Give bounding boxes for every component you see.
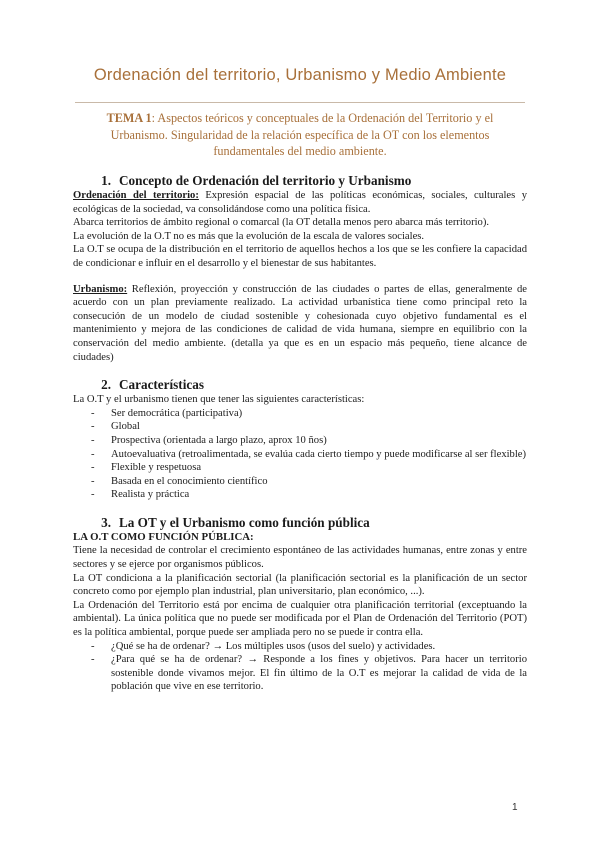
section-1-title: Concepto de Ordenación del territorio y Urbanismo (119, 173, 412, 188)
page-number: 1 (512, 802, 518, 813)
section-3-number: 3. (101, 514, 111, 530)
urbanismo-definition (73, 283, 527, 365)
urbanismo-definition-text: Reflexión, proyección y construcción de las ciudades o partes de ellas, generalmente de acuerdo con un plan previamente realizado. La actividad urbanística tiene como principal reto la consecución de un modelo de ciudad sostenible y cohesionada cuyo objetivo fundamental es el mantenimiento y mejora de las condiciones de calidad de vida humana, siempre en equilibrio con la conservación del medio ambiente. (detalla ya que es en un espacio más pequeño, tiene alcance de ciudades) (73, 283, 527, 363)
list-item: - Autoevaluativa (retroalimentada, se evalúa cada cierto tiempo y puede modificarse al ser flexible) (91, 448, 527, 462)
list-item: - ¿Qué se ha de ordenar? → Los múltiples usos (usos del suelo) y actividades. (91, 640, 527, 654)
characteristics-intro: La O.T y el urbanismo tienen que tener las siguientes características: (73, 394, 365, 406)
document-body (73, 172, 527, 694)
header-divider (75, 102, 525, 103)
list-item: - Basada en el conocimiento científico (91, 475, 527, 489)
section-3-heading (91, 514, 527, 531)
section-1-heading (91, 172, 527, 189)
function-public-paragraph-3: La Ordenación del Territorio está por encima de cualquier otra planificación territorial (exceptuando la ambiental). La única política que no puede ser modificada por el Plan de Ordenación del Territorio (POT) es la política ambiental, porque puede ser ampliada pero no se puede ir contra ella. (73, 599, 527, 639)
section-2-heading (91, 376, 527, 393)
tema-text: : Aspectos teóricos y conceptuales de la Ordenación del Territorio y el Urbanismo. Singularidad de la relación específica de la OT con los elementos fundamentales del medio ambiente. (110, 111, 494, 158)
ot-definition (73, 189, 527, 216)
ot-evolution-paragraph: La evolución de la O.T no es más que la evolución de la escala de valores sociales. (73, 230, 425, 242)
document-header-title: Ordenación del territorio, Urbanismo y Medio Ambiente (93, 66, 507, 84)
section-2-title: Características (119, 377, 204, 393)
tema-label: TEMA 1 (106, 111, 152, 125)
section-2-number: 2. (101, 377, 111, 393)
section-1-number: 1. (101, 173, 111, 188)
list-item: - Ser democrática (participativa) (91, 407, 527, 421)
ot-definition-text: Expresión espacial de las políticas económicas, sociales, culturales y ecológicas de la sociedad, va consolidándose como una política física. (73, 190, 527, 215)
tema-heading (90, 110, 510, 160)
list-item: - Realista y práctica (91, 488, 527, 502)
ot-distribution-paragraph: La O.T se ocupa de la distribución en el territorio de aquellos hechos a los que se les confiere la capacidad de condicionar e influir en el desarrollo y el bienestar de sus habitantes. (73, 244, 527, 269)
function-public-paragraph-2: La OT condiciona a la planificación sectorial (la planificación sectorial es la planificación de un sector concreto como por ejemplo plan industrial, plan universitario, plan económico, ...). (73, 572, 527, 598)
list-item: - Flexible y respetuosa (91, 461, 527, 475)
function-public-paragraph-1: Tiene la necesidad de controlar el crecimiento espontáneo de las actividades humanas, entre zonas y entre sectores y se ejerce por organismos públicos. (73, 545, 527, 571)
urbanismo-term: Urbanismo: (73, 283, 128, 295)
list-item: - Global (91, 420, 527, 434)
ot-term: Ordenación del territorio: (73, 190, 199, 201)
characteristics-list (73, 407, 527, 502)
spacer (73, 502, 527, 514)
section-3-subheading: LA O.T COMO FUNCIÓN PÚBLICA: (73, 530, 254, 543)
list-item: - ¿Para qué se ha de ordenar? → Responde a los fines y objetivos. Para hacer un territorio sostenible donde vivamos mejor. El fin último de la O.T es mejorar la calidad de vida de la población que vive en ese territorio. (91, 653, 527, 694)
list-item: - Prospectiva (orientada a largo plazo, aprox 10 ños) (91, 434, 527, 448)
ot-scope-paragraph: Abarca territorios de ámbito regional o comarcal (la OT detalla menos pero abarca más territorio). (73, 217, 490, 229)
spacer (73, 271, 527, 283)
spacer (73, 364, 527, 376)
questions-list (73, 640, 527, 694)
section-3-title: La OT y el Urbanismo como función pública (119, 514, 370, 530)
